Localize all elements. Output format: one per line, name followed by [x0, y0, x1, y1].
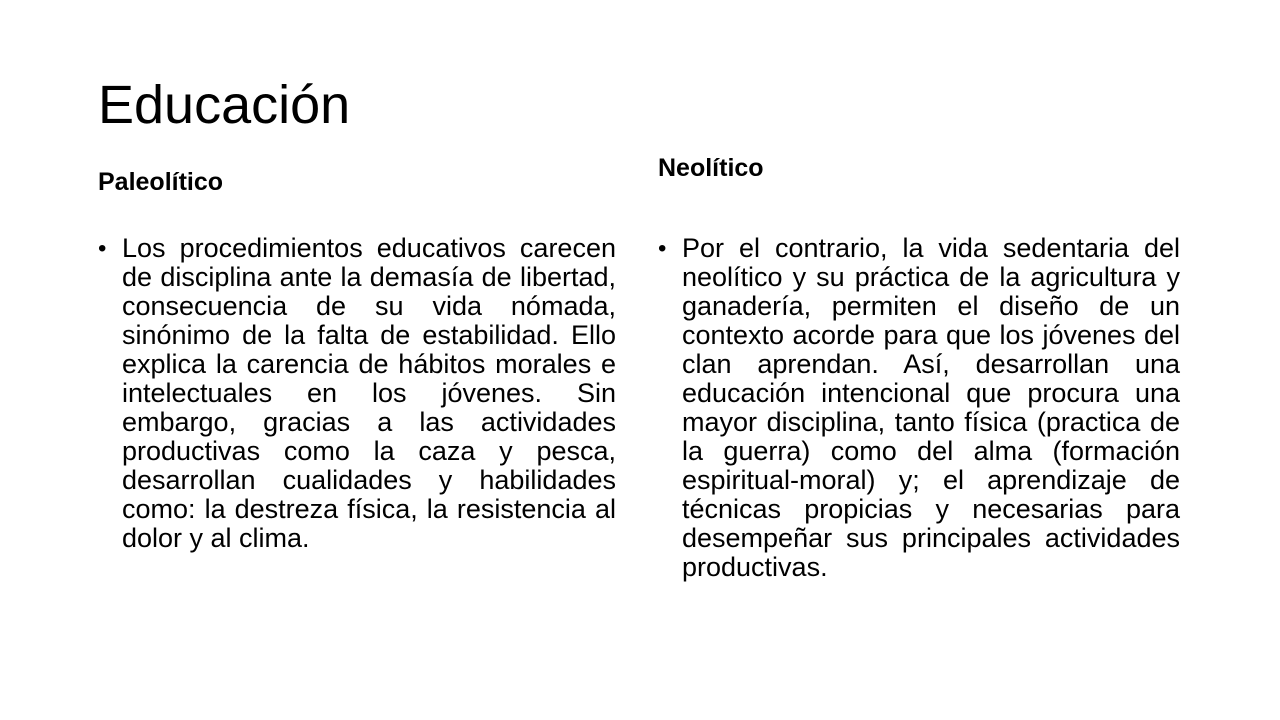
slide-title: Educación: [98, 75, 351, 135]
right-column-bullet: [658, 234, 1180, 582]
left-column-heading: Paleolítico: [98, 168, 224, 196]
left-column-text: Los procedimientos educativos carecen de disciplina ante la demasía de libertad, consecuencia de su vida nómada, sinónimo de la falta de estabilidad. Ello explica la carencia de hábitos morales e intelectuales en los jóvenes. Sin embargo, gracias a las actividades productivas como la caza y pesca, desarrollan cualidades y habilidades como: la destreza física, la resistencia al dolor y al clima.: [122, 233, 616, 553]
right-column-heading: Neolítico: [658, 154, 764, 182]
right-column-text: Por el contrario, la vida sedentaria del neolítico y su práctica de la agricultura y ganadería, permiten el diseño de un contexto acorde para que los jóvenes del clan aprendan. Así, desarrollan una educación intencional que procura una mayor disciplina, tanto física (practica de la guerra) como del alma (formación espiritual-moral) y; el aprendizaje de técnicas propicias y necesarias para desempeñar sus principales actividades productivas.: [682, 233, 1180, 582]
left-column-bullet: [98, 234, 616, 553]
bullet-icon: •: [658, 235, 667, 262]
bullet-icon: •: [98, 235, 107, 262]
